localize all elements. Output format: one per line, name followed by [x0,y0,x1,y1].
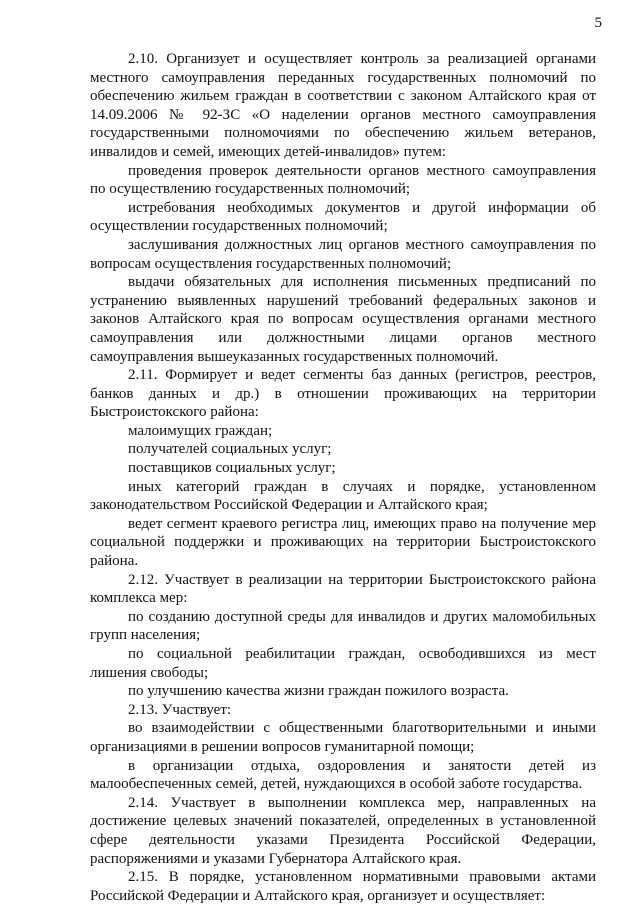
list-item-low-income: малоимущих граждан; [128,422,273,439]
paragraph-2-13: 2.13. Участвует: [128,701,232,718]
paragraph-2-10: 2.10. Организует и осуществляет контроль за реализацией органами местного самоуправления переданных государственных полномочий по обеспечению жильем граждан в соответствии с законом Алтайского края от 14.09.2006 № 92-ЗС «О наделении органов местного самоуправления государственными полномочиями по обеспечению жильем ветеранов, инвалидов и семей, имеющих детей-инвалидов» путем: [90,51,596,160]
document-body [90,50,596,905]
list-item-rehabilitation: по социальной реабилитации граждан, освободившихся из мест лишения свободы; [90,646,596,681]
list-item-prescriptions: выдачи обязательных для исполнения письменных предписаний по устранению выявленных нарушений требований федеральных законов и законов Алтайского края по вопросам осуществления органами местного самоуправления или должностными лицами органов местного самоуправления вышеуказанных государственных полномочий. [90,274,596,365]
list-item-regional-register: ведет сегмент краевого регистра лиц, имеющих право на получение мер социальной поддержки и проживающих на территории Быстроистокского района. [90,515,596,570]
list-item-charity-cooperation: во взаимодействии с общественными благотворительными и иными организациями в решении вопросов гуманитарной помощи; [90,720,596,755]
list-item-elderly-quality: по улучшению качества жизни граждан пожилого возраста. [128,683,509,700]
list-item-accessible-environment: по созданию доступной среды для инвалидов и других маломобильных групп населения; [90,608,596,644]
page-number: 5 [594,15,602,31]
paragraph-2-12: 2.12. Участвует в реализации на территории Быстроистокского района комплекса мер: [90,571,596,607]
list-item-service-providers: поставщиков социальных услуг; [128,460,336,477]
list-item-other-categories: иных категорий граждан в случаях и порядке, установленном законодательством Российской Федерации и Алтайского края; [90,478,596,514]
list-item-hearings: заслушивания должностных лиц органов местного самоуправления по вопросам осуществления государственных полномочий; [90,236,596,272]
paragraph-2-14: 2.14. Участвует в выполнении комплекса мер, направленных на достижение целевых значений показателей, определенных в установленной сфере деятельности указами Президента Российской Федерации, распоряжениями и указами Губернатора Алтайского края. [90,794,596,867]
list-item-document-requests: истребования необходимых документов и другой информации об осуществлении государственных полномочий; [90,199,596,235]
list-item-service-recipients: получателей социальных услуг; [128,441,332,458]
list-item-children-recreation: в организации отдыха, оздоровления и занятости детей из малообеспеченных семей, детей, нуждающихся в особой заботе государства. [90,757,596,793]
paragraph-2-11: 2.11. Формирует и ведет сегменты баз данных (регистров, реестров, банков данных и др.) в отношении проживающих на территории Быстроистокского района: [90,367,596,421]
list-item-inspections: проведения проверок деятельности органов местного самоуправления по осуществлению государственных полномочий; [90,162,596,198]
paragraph-2-15: 2.15. В порядке, установленном нормативными правовыми актами Российской Федерации и Алтайского края, организует и осуществляет: [90,869,596,904]
